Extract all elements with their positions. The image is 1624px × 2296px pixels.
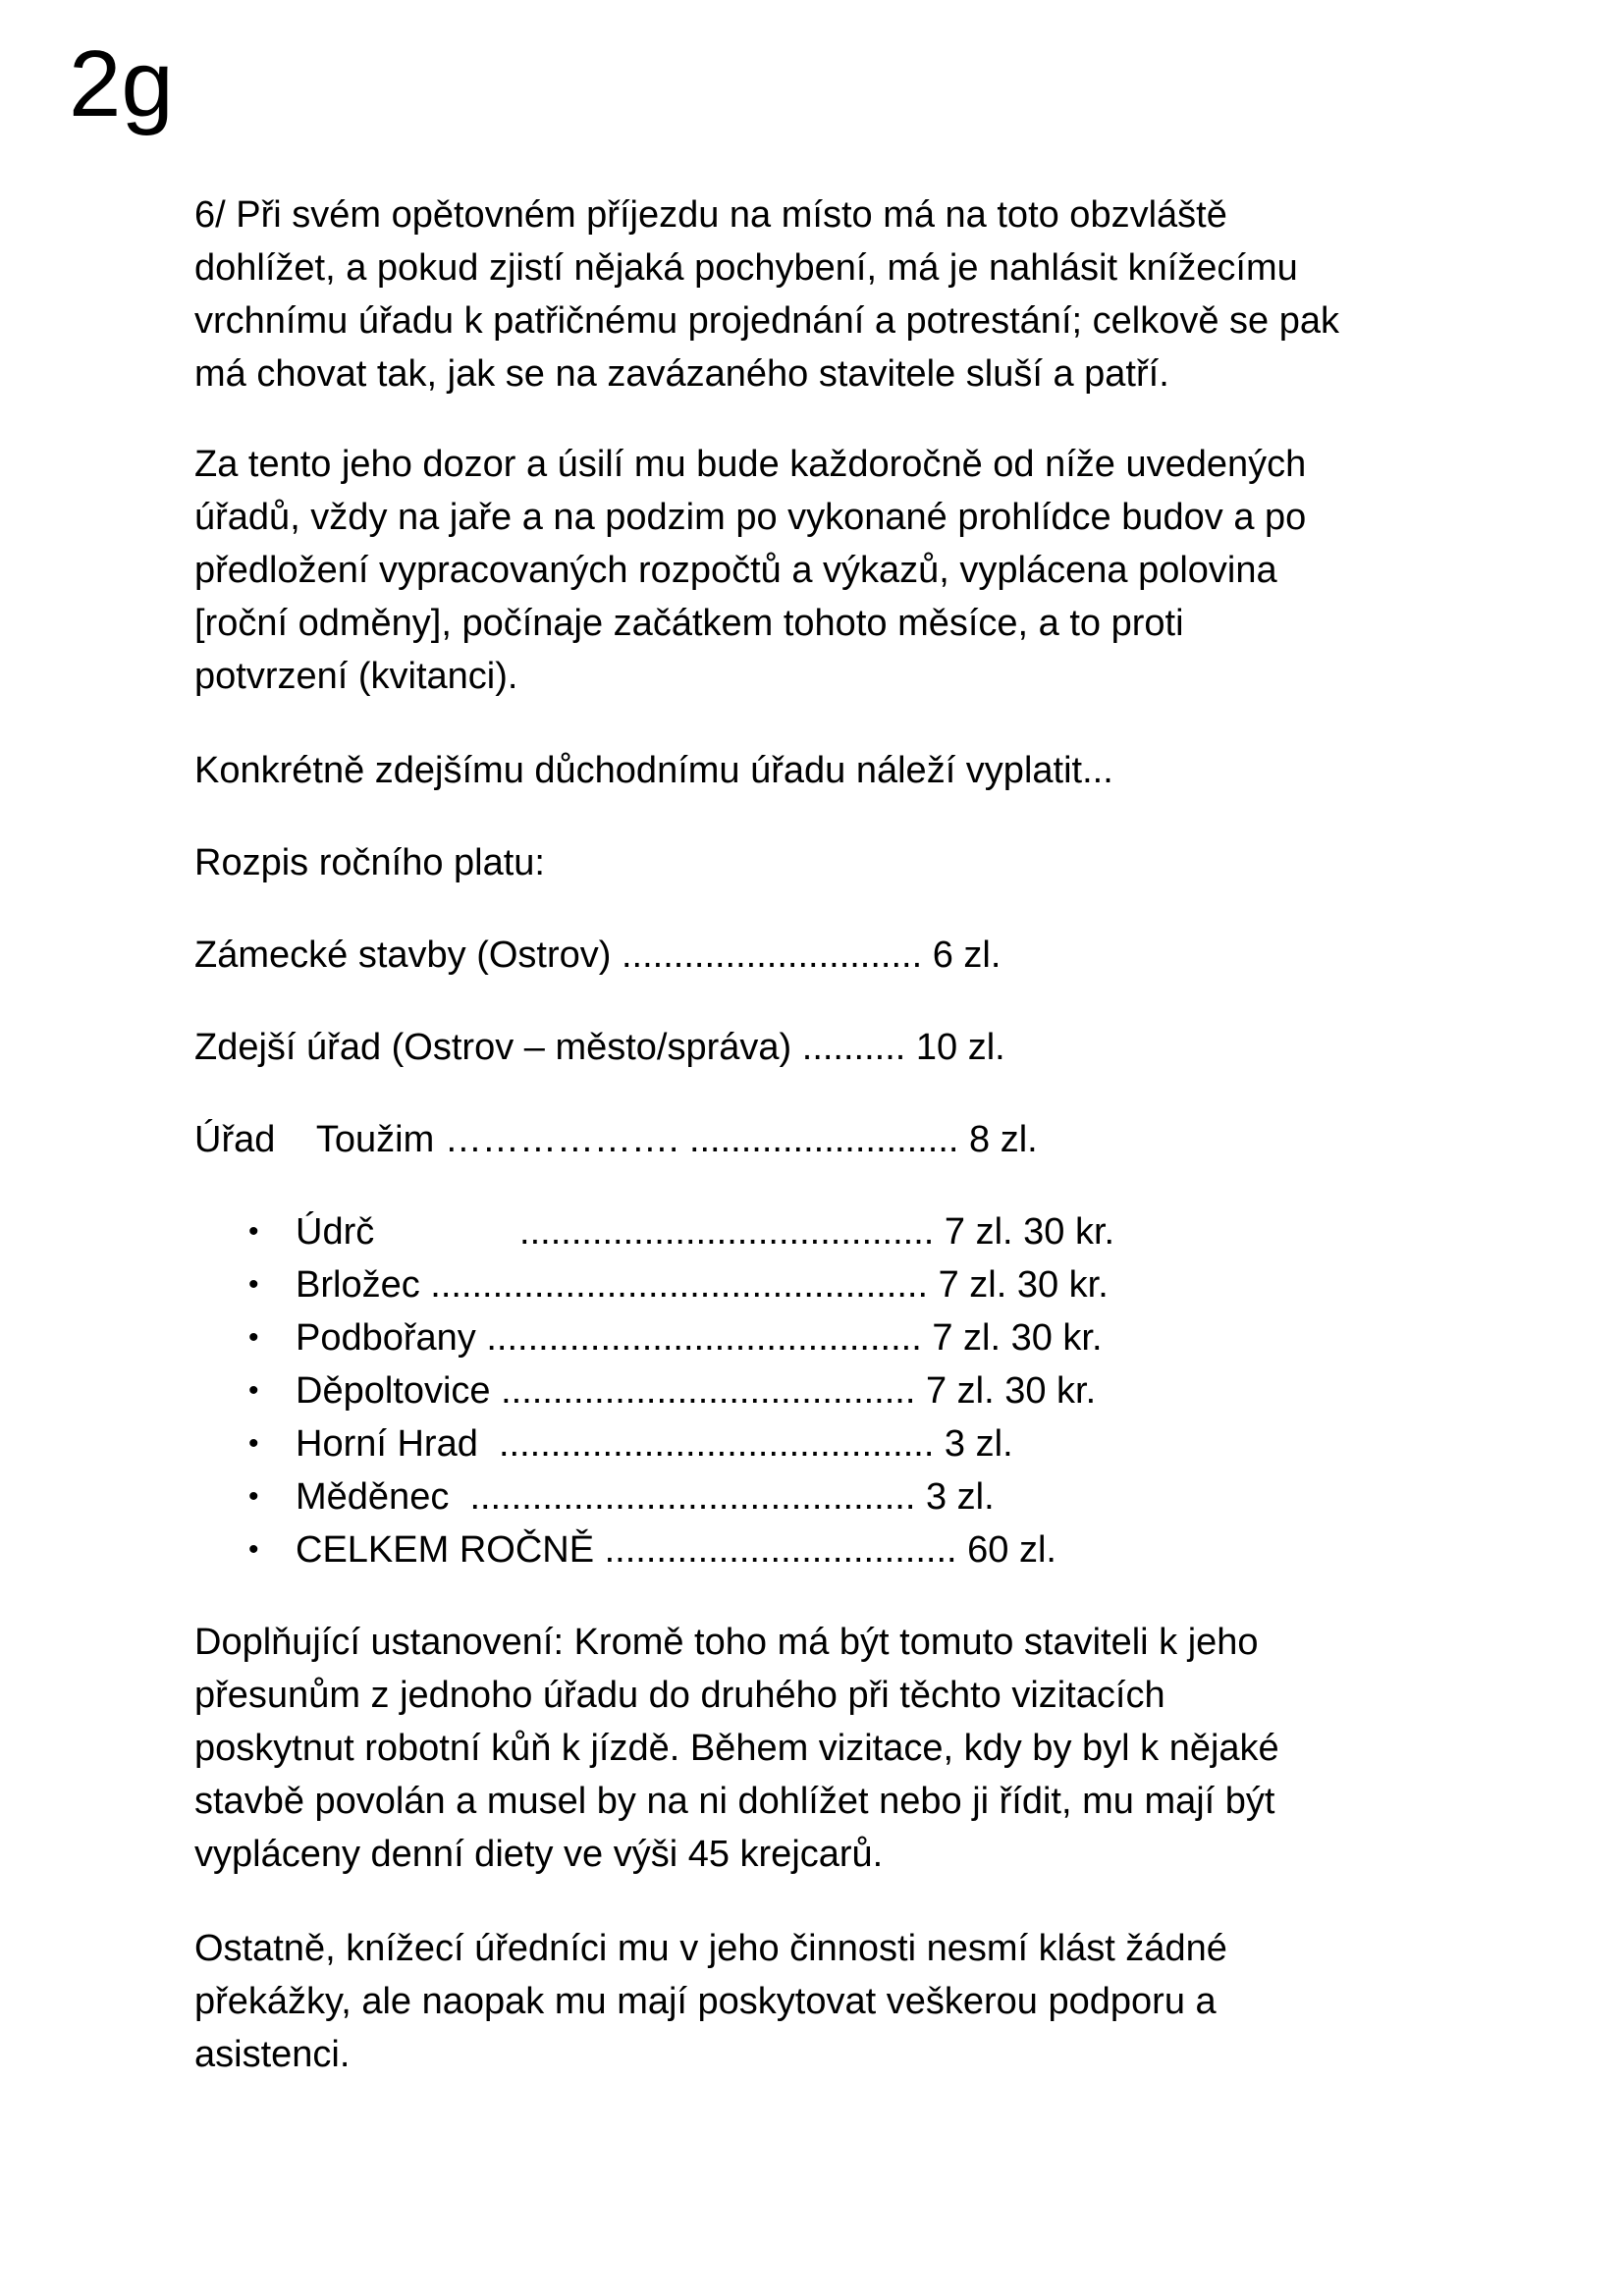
text-line: asistenci. [194, 2034, 351, 2075]
text-line: Zdejší úřad (Ostrov – město/správa) .......... 10 zl. [194, 1027, 1005, 1068]
list-item: • Děpoltovice ........................................ 7 zl. 30 kr. [194, 1364, 1471, 1417]
paragraph-supplement [194, 1616, 1471, 1881]
page-label: 2g [69, 31, 174, 136]
salary-line [194, 1113, 1471, 1166]
salary-list [194, 1205, 1471, 1576]
text-line: má chovat tak, jak se na zavázaného stavitele sluší a patří. [194, 353, 1169, 395]
salary-line [194, 1021, 1471, 1074]
text-line: vypláceny denní diety ve výši 45 krejcarů. [194, 1834, 884, 1875]
text-line: Konkrétně zdejšímu důchodnímu úřadu náleží vyplatit... [194, 750, 1113, 791]
text-line: [roční odměny], počínaje začátkem tohoto měsíce, a to proti [194, 603, 1184, 644]
text-line: stavbě povolán a musel by na ni dohlížet nebo ji řídit, mu mají být [194, 1781, 1275, 1822]
text-line: Ostatně, knížecí úředníci mu v jeho činnosti nesmí klást žádné [194, 1928, 1227, 1969]
list-item: • CELKEM ROČNĚ .................................. 60 zl. [194, 1523, 1471, 1576]
text-line: Doplňující ustanovení: Kromě toho má být tomuto staviteli k jeho [194, 1622, 1259, 1663]
salary-heading [194, 836, 1471, 889]
text-line: vrchnímu úřadu k patřičnému projednání a potrestání; celkově se pak [194, 300, 1339, 342]
paragraph-office [194, 744, 1471, 797]
list-item: • Měděnec ........................................... 3 zl. [194, 1470, 1471, 1523]
text-line: Úřad Toužim ………………. .......................... 8 zl. [194, 1119, 1038, 1160]
text-line: Rozpis ročního platu: [194, 842, 545, 883]
list-item: • Údrč ........................................ 7 zl. 30 kr. [194, 1205, 1471, 1258]
text-line: přesunům z jednoho úřadu do druhého při těchto vizitacích [194, 1675, 1165, 1716]
text-line: Zámecké stavby (Ostrov) ............................. 6 zl. [194, 934, 1001, 976]
document-body [194, 188, 1471, 2081]
paragraph-duties [194, 188, 1471, 400]
list-item: • Brložec ................................................ 7 zl. 30 kr. [194, 1258, 1471, 1311]
text-line: úřadů, vždy na jaře a na podzim po vykonané prohlídce budov a po [194, 497, 1307, 538]
text-line: předložení vypracovaných rozpočtů a výkazů, vyplácena polovina [194, 550, 1277, 591]
text-line: Za tento jeho dozor a úsilí mu bude každoročně od níže uvedených [194, 444, 1307, 485]
salary-line [194, 929, 1471, 982]
text-line: překážky, ale naopak mu mají poskytovat veškerou podporu a [194, 1981, 1217, 2022]
paragraph-payment [194, 438, 1471, 703]
text-line: poskytnut robotní kůň k jízdě. Během vizitace, kdy by byl k nějaké [194, 1728, 1279, 1769]
text-line: dohlížet, a pokud zjistí nějaká pochybení, má je nahlásit knížecímu [194, 247, 1298, 289]
paragraph-officials [194, 1922, 1471, 2081]
list-item: • Podbořany .......................................... 7 zl. 30 kr. [194, 1311, 1471, 1364]
text-line: 6/ Při svém opětovném příjezdu na místo má na toto obzvláště [194, 194, 1227, 236]
text-line: potvrzení (kvitanci). [194, 656, 518, 697]
list-item: • Horní Hrad .......................................... 3 zl. [194, 1417, 1471, 1470]
